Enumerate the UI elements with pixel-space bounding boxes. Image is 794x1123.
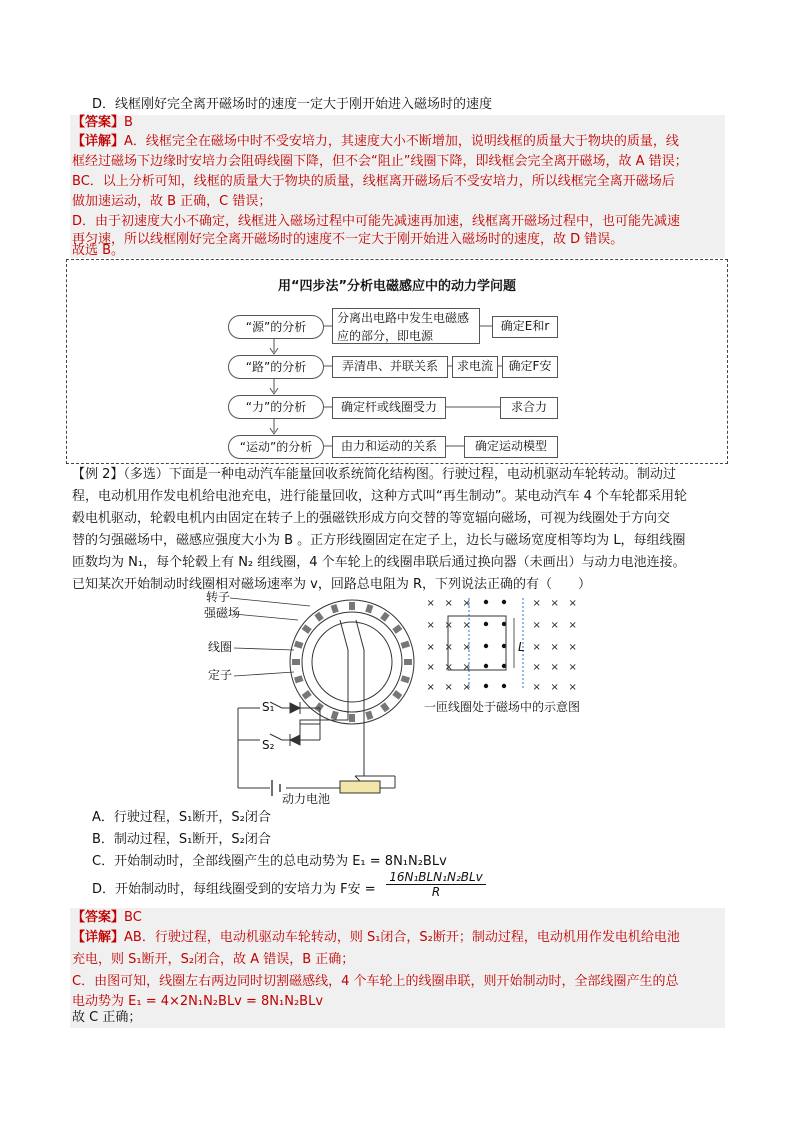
detail-line-2: 框经过磁场下边缘时安培力会阻碍线圈下降，但不会“阻止”线圈下降，即线框会完全离开磁场，故 A 错误；	[72, 154, 688, 169]
field-cross: ×	[550, 642, 559, 653]
field-cross: ×	[426, 620, 435, 631]
field-cross: ×	[462, 642, 471, 653]
label-s1: S₁	[262, 700, 275, 714]
magnet-block	[302, 690, 312, 700]
field-dot	[484, 664, 488, 668]
field-cross: ×	[426, 598, 435, 609]
detail-line-6: 再匀速，所以线框刚好完全离开磁场时的速度不一定大于刚开始进入磁场时的速度，故 D 错误。	[72, 232, 624, 247]
magnet-block	[401, 641, 410, 649]
magnet-block	[404, 659, 412, 665]
field-cross: ×	[444, 682, 453, 693]
answer-label: 【答案】	[72, 115, 125, 130]
field-cross: ×	[532, 598, 541, 609]
field-caption: 一匝线圈处于磁场中的示意图	[424, 700, 581, 714]
field-cross: ×	[462, 682, 471, 693]
field-cross: ×	[426, 682, 435, 693]
option-a: A．行驶过程，S₁断开，S₂闭合	[92, 810, 271, 825]
label-coil: 线圈	[208, 640, 233, 654]
detail-conclusion: 故选 B。	[72, 243, 125, 258]
flow-force-result: 求合力	[500, 397, 558, 419]
example-line-5: 匝数均为 N₁，每个轮毂上有 N₂ 组线圈，4 个车轮上的线圈串联后通过换向器（未画出）与动力电池连接。	[72, 555, 686, 570]
detail-line-3: BC．以上分析可知，线框的质量大于物块的质量，线框离开磁场后不受安培力，所以线框完全离开磁场后	[72, 174, 675, 189]
detail-line-4: 做加速运动，故 B 正确，C 错误；	[72, 194, 272, 209]
label-s2: S₂	[262, 738, 275, 752]
detail-line-5: D．由于初速度大小不确定，线框进入磁场过程中可能先减速再加速，线框离开磁场过程中，也可能先减速	[72, 214, 681, 229]
flow-source-desc: 分离出电路中发生电磁感应的部分，即电源	[332, 308, 480, 344]
flow-path-desc: 弄清串、并联关系	[332, 356, 448, 378]
magnet-block	[302, 624, 312, 634]
answer2-detail-1	[72, 928, 680, 948]
field-cross: ×	[444, 620, 453, 631]
magnet-block	[380, 702, 390, 712]
fraction-numerator: 16N₁BLN₁N₂BLv	[386, 870, 486, 885]
example-line-3: 毂电机驱动，轮毂电机内由固定在转子上的强磁铁形成方向交替的等宽辐向磁场，可视为线圈处于方向交	[72, 511, 671, 526]
label-strong-field: 强磁场	[204, 606, 241, 620]
magnet-block	[314, 702, 324, 712]
option-d-text: D．线框刚好完全离开磁场时的速度一定大于刚开始进入磁场时的速度	[92, 97, 493, 112]
field-cross: ×	[426, 662, 435, 673]
field-dot	[484, 622, 488, 626]
answer2-detail-3: C．由图可知，线圈左右两边同时切割磁感线，4 个车轮上的线圈串联，则开始制动时，全部线圈产生的总	[72, 974, 679, 989]
answer2-line	[72, 908, 142, 928]
magnet-block	[349, 602, 355, 610]
field-cross: ×	[532, 642, 541, 653]
example-line-4: 替的匀强磁场中，磁感应强度大小为 B 。正方形线圈固定在定子上，边长与磁场宽度相等均为 L，每组线圈	[72, 533, 686, 548]
detail-text: A．线框完全在磁场中时不受安培力，其速度大小不断增加，说明线框的质量大于物块的质量，线	[124, 134, 679, 149]
answer2-detail-label: 【详解】	[72, 930, 125, 945]
field-cross: ×	[462, 662, 471, 673]
magnet-block	[349, 714, 355, 722]
flow-step-source: “源”的分析	[228, 315, 324, 339]
flow-force-desc: 确定杆或线圈受力	[332, 397, 446, 419]
label-rotor: 转子	[206, 590, 231, 604]
field-cross: ×	[462, 620, 471, 631]
field-cross: ×	[444, 598, 453, 609]
answer2-detail-2: 充电，则 S₁断开，S₂闭合，故 A 错误，B 正确；	[72, 952, 355, 967]
magnet-block	[292, 659, 300, 665]
answer-value: B	[124, 115, 133, 130]
magnet-block	[401, 675, 410, 683]
flow-step-motion: “运动”的分析	[228, 435, 324, 459]
detail-label: 【详解】	[72, 134, 125, 149]
option-b: B．制动过程，S₁断开，S₂闭合	[92, 832, 271, 847]
flowchart-title: 用“四步法”分析电磁感应中的动力学问题	[277, 279, 517, 294]
field-cross: ×	[444, 642, 453, 653]
field-cross: ×	[532, 682, 541, 693]
magnet-block	[365, 604, 373, 613]
example-line-1: 【例 2】（多选）下面是一种电动汽车能量回收系统简化结构图。行驶过程，电动机驱动车轮转动。制动过	[72, 467, 676, 482]
magnet-block	[294, 675, 303, 683]
flow-step-path: “路”的分析	[228, 355, 324, 379]
field-dot	[484, 644, 488, 648]
label-stator: 定子	[208, 668, 233, 682]
answer2-label: 【答案】	[72, 910, 125, 925]
flow-step-force: “力”的分析	[228, 395, 324, 419]
magnet-block	[331, 604, 339, 613]
magnet-block	[365, 711, 373, 720]
magnet-block	[392, 690, 402, 700]
field-cross: ×	[462, 598, 471, 609]
magnet-block	[380, 612, 390, 622]
label-battery: 动力电池	[282, 792, 331, 806]
option-c: C．开始制动时，全部线圈产生的总电动势为 E₁ = 8N₁N₂BLv	[92, 854, 447, 869]
magnet-block	[294, 641, 303, 649]
field-cross: ×	[568, 682, 577, 693]
field-cross: ×	[532, 620, 541, 631]
magnet-block	[314, 612, 324, 622]
field-cross: ×	[568, 620, 577, 631]
field-cross: ×	[550, 682, 559, 693]
answer2-detail-4: 电动势为 E₁ = 4×2N₁N₂BLv = 8N₁N₂BLv	[72, 994, 324, 1009]
field-cross: ×	[532, 662, 541, 673]
field-cross: ×	[550, 598, 559, 609]
field-dot	[484, 600, 488, 604]
field-dot	[484, 684, 488, 688]
answer2-detail-5: 故 C 正确；	[72, 1010, 142, 1025]
example-line-6: 已知某次开始制动时线圈相对磁场速率为 v，回路总电阻为 R，下列说法正确的有（ ）	[72, 577, 591, 592]
label-L: L	[518, 640, 525, 654]
magnet-block	[331, 711, 339, 720]
magnet-blocks	[292, 602, 412, 722]
field-cross: ×	[550, 662, 559, 673]
field-dot	[502, 600, 506, 604]
field-cross: ×	[568, 598, 577, 609]
flow-motion-desc: 由力和运动的关系	[332, 436, 446, 458]
flow-path-result: 确定F安	[502, 356, 558, 378]
answer2-value: BC	[124, 910, 142, 925]
field-cross: ×	[568, 642, 577, 653]
option-d: D．开始制动时，每组线圈受到的安培力为 F安 =	[92, 882, 376, 897]
field-dot	[502, 684, 506, 688]
fraction-denominator: R	[431, 885, 441, 899]
magnet-block	[392, 624, 402, 634]
flow-motion-result: 确定运动模型	[464, 436, 558, 458]
field-cross: ×	[426, 642, 435, 653]
answer2-detail-text: AB．行驶过程，电动机驱动车轮转动，则 S₁闭合，S₂断开；制动过程，电动机用作发电机给电池	[124, 930, 680, 945]
option-d-fraction	[386, 870, 486, 899]
flow-source-result: 确定E和r	[492, 316, 558, 338]
example-line-2: 程，电动机用作发电机给电池充电，进行能量回收，这种方式叫“再生制动”。某电动汽车 4 个车轮都采用轮	[72, 489, 688, 504]
flow-path-middle: 求电流	[452, 356, 498, 378]
field-cross: ×	[444, 662, 453, 673]
field-cross: ×	[550, 620, 559, 631]
field-cross: ×	[568, 662, 577, 673]
magnetic-field-diagram	[427, 598, 577, 693]
